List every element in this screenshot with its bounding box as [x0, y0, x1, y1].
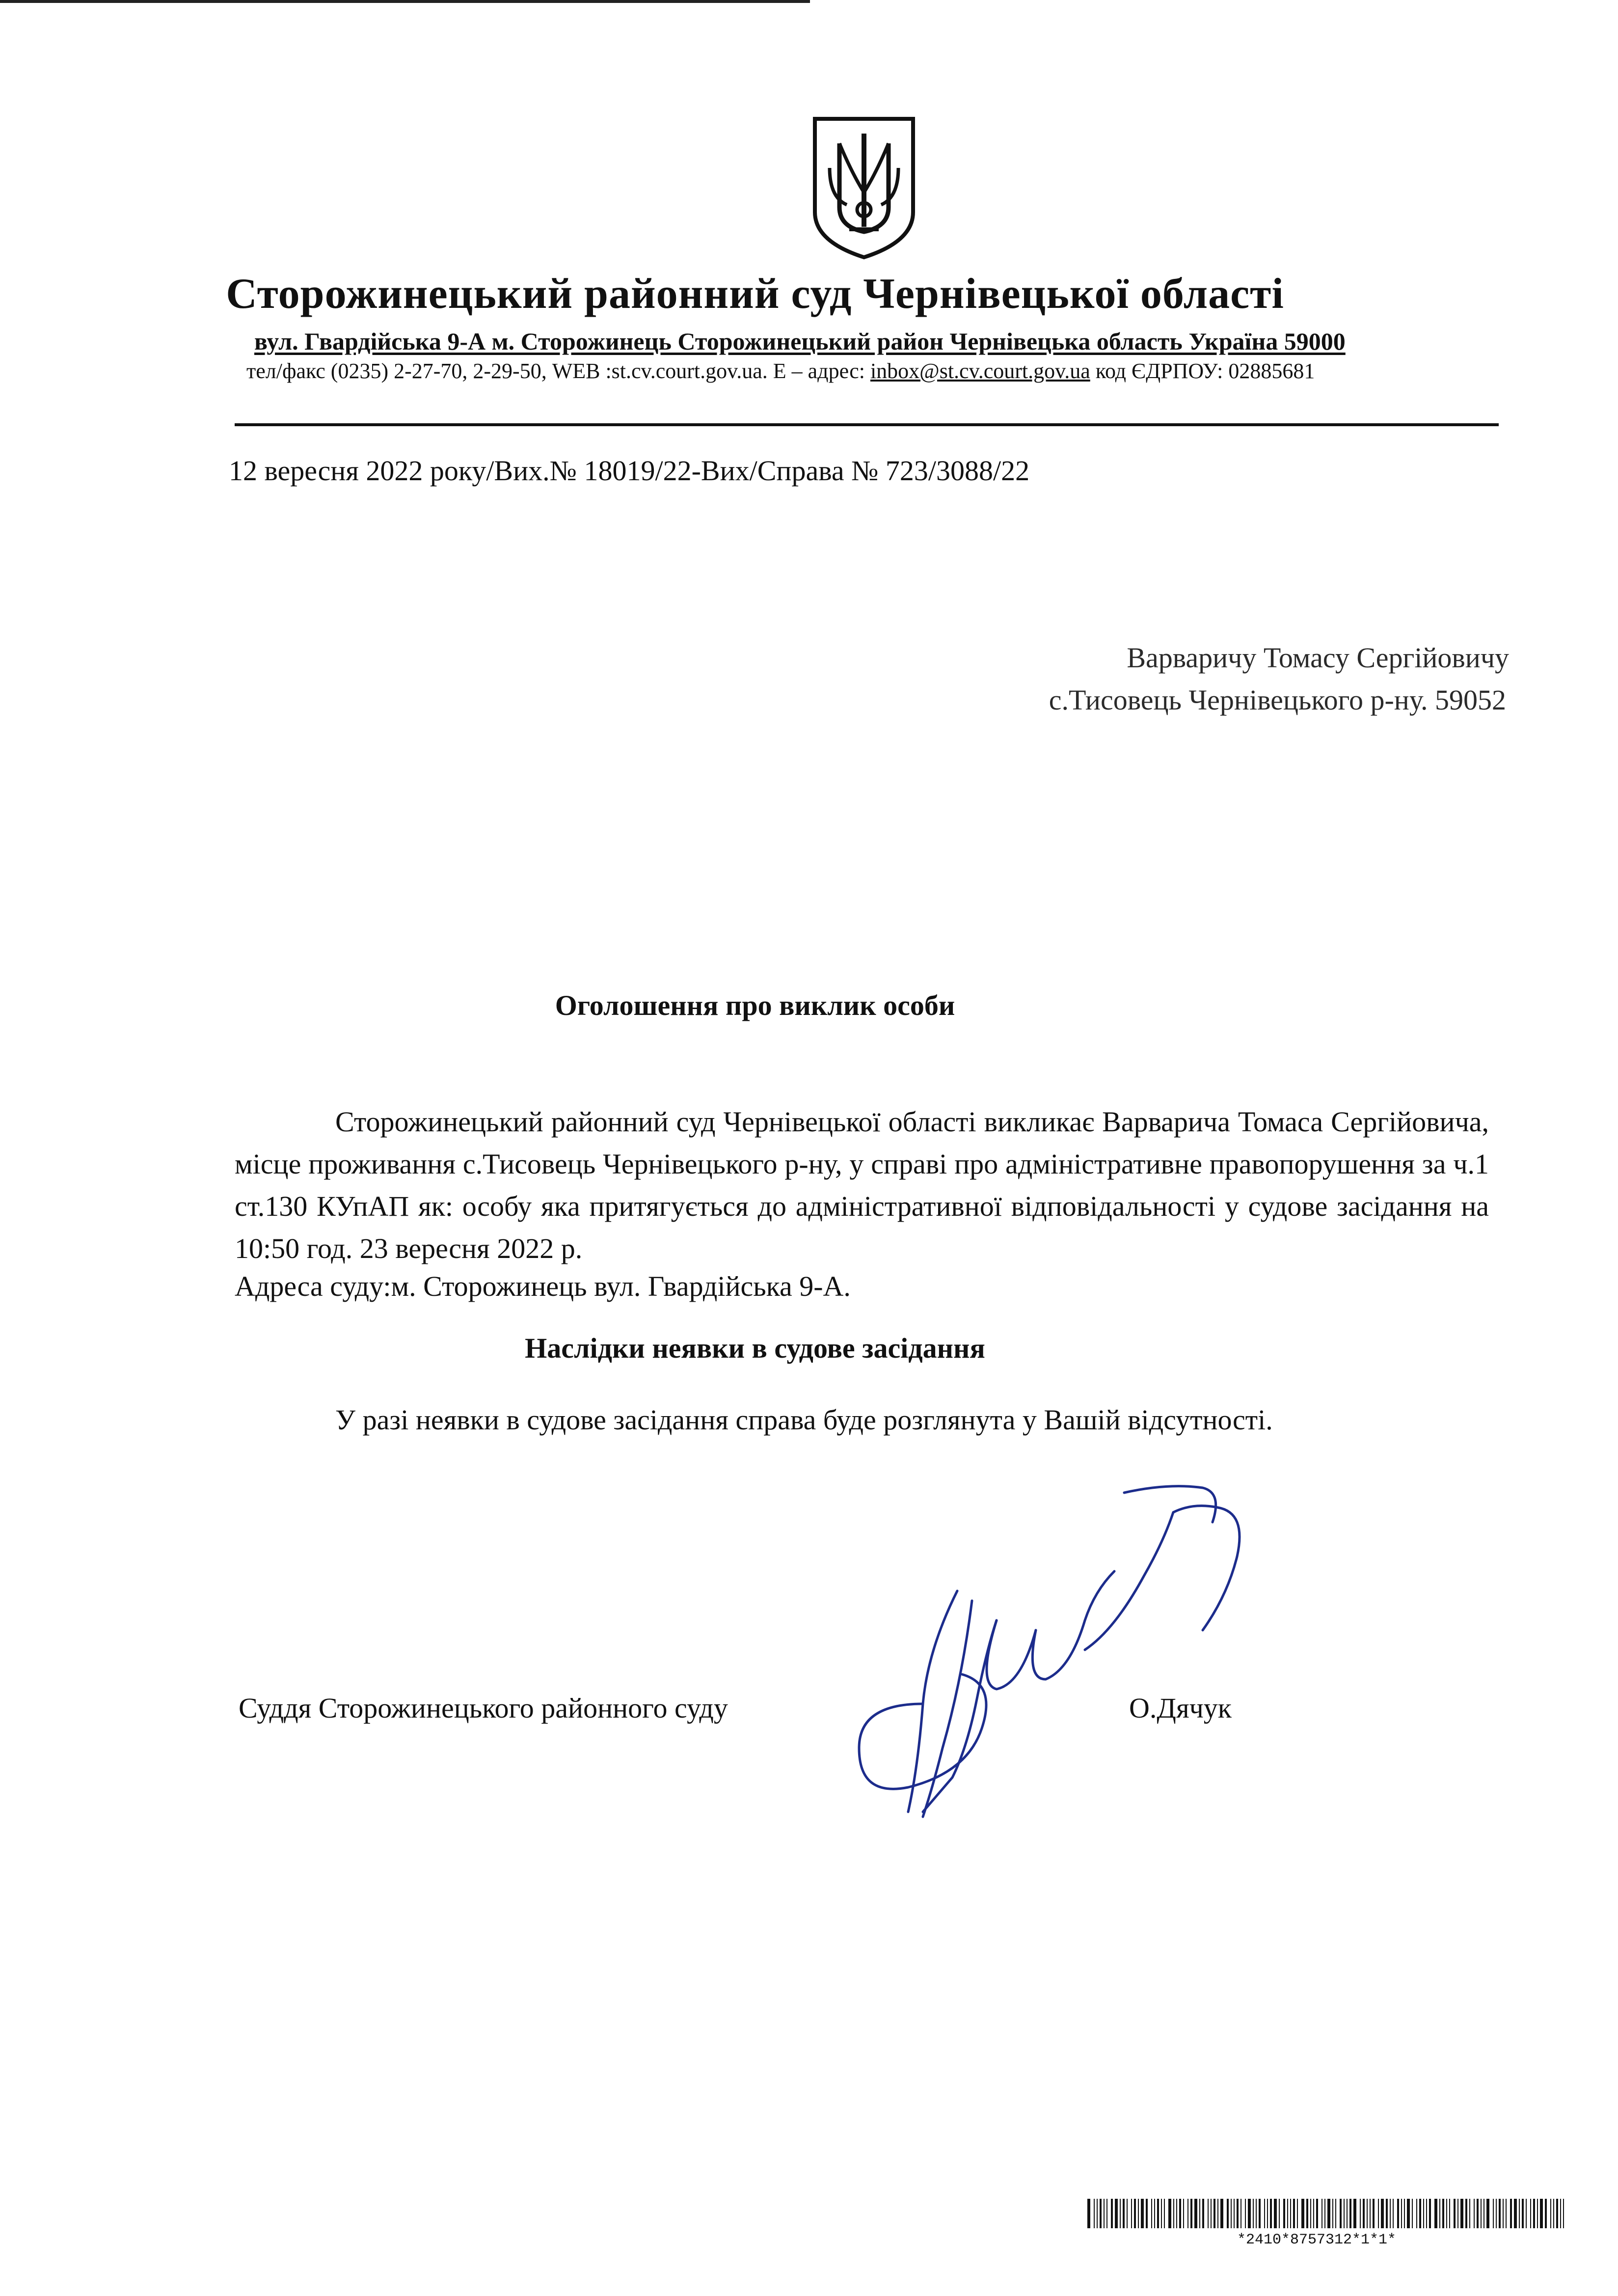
barcode-bar	[1519, 2199, 1520, 2228]
barcode-bar	[1264, 2199, 1265, 2228]
judge-name: О.Дячук	[1129, 1692, 1232, 1724]
barcode-bar	[1234, 2199, 1235, 2228]
judge-signature	[849, 1473, 1291, 1856]
barcode-bar	[1194, 2199, 1197, 2228]
barcode-bar	[1449, 2199, 1450, 2228]
consequences-text: У разі неявки в судове засідання справа буде розглянута у Вашій відсутності.	[335, 1404, 1273, 1436]
barcode-bar	[1301, 2199, 1304, 2228]
barcode-bar	[1138, 2199, 1139, 2228]
barcode-bar	[1208, 2199, 1209, 2228]
barcode-bar	[1310, 2199, 1311, 2228]
barcode-bar	[1550, 2199, 1551, 2228]
court-address-line: вул. Гвардійська 9-А м. Сторожинець Сторожинецький район Чернівецька область Україна 59000	[254, 328, 1346, 355]
barcode-bar	[1404, 2199, 1405, 2228]
scan-edge-mark	[0, 0, 810, 3]
barcode-bar	[1104, 2199, 1105, 2228]
court-name: Сторожинецький районний суд Чернівецької області	[226, 270, 1284, 318]
barcode-bar	[1290, 2199, 1291, 2228]
barcode-bar	[1259, 2199, 1261, 2228]
barcode-bar	[1087, 2199, 1090, 2228]
barcode-bar	[1360, 2199, 1361, 2228]
barcode-bar	[1217, 2199, 1218, 2228]
barcode-bar	[1131, 2199, 1132, 2228]
barcode-bar	[1106, 2199, 1107, 2228]
barcode-bar	[1426, 2199, 1427, 2228]
barcode-bar	[1469, 2199, 1470, 2228]
barcode-bar	[1279, 2199, 1280, 2228]
barcode-bar	[1397, 2199, 1399, 2228]
barcode-bar	[1287, 2199, 1288, 2228]
barcode-bar	[1227, 2199, 1229, 2228]
barcode-bar	[1457, 2199, 1458, 2228]
barcode-bar	[1199, 2199, 1200, 2228]
barcode-bar	[1283, 2199, 1285, 2228]
barcode-bar	[1211, 2199, 1212, 2228]
barcode-bar	[1434, 2199, 1437, 2228]
barcode-bar	[1439, 2199, 1440, 2228]
barcode-bar	[1214, 2199, 1215, 2228]
barcode-bar	[1321, 2199, 1322, 2228]
barcode-bar	[1253, 2199, 1254, 2228]
barcode-bar	[1183, 2199, 1184, 2228]
barcode-bar	[1560, 2199, 1561, 2228]
barcode-bar	[1386, 2199, 1388, 2228]
barcode-bar	[1367, 2199, 1368, 2228]
barcode-bar	[1522, 2199, 1524, 2228]
barcode-bar	[1141, 2199, 1144, 2228]
barcode-bar	[1115, 2199, 1118, 2228]
barcode-bar	[1540, 2199, 1543, 2228]
barcode-bar	[1373, 2199, 1375, 2228]
barcode-bar	[1510, 2199, 1512, 2228]
barcode-bar	[1168, 2199, 1171, 2228]
barcode-bar	[1332, 2199, 1333, 2228]
barcode-bar	[1416, 2199, 1417, 2228]
barcode-bar	[1173, 2199, 1174, 2228]
recipient-name: Варваричу Томасу Сергійовичу	[1127, 642, 1509, 674]
barcode-bar	[1157, 2199, 1159, 2228]
barcode-bar	[1423, 2199, 1424, 2228]
barcode-bar	[1486, 2199, 1489, 2228]
judge-title: Суддя Сторожинецького районного суду	[239, 1692, 728, 1724]
barcode-bar	[1313, 2199, 1314, 2228]
header-divider	[235, 423, 1499, 426]
notice-body: Сторожинецький районний суд Чернівецької області викликає Варварича Томаса Сергійовича, місце проживання с.Тисовець Чернівецького р-ну, у справі про адміністративне правопорушення за ч.1 ст.130 КУпАП як: особу яка притягується до адміністративної відповідальності у судове засідання на 10:50 год. 23 вересня 2022 р.	[235, 1106, 1489, 1264]
barcode-bar	[1537, 2199, 1538, 2228]
barcode-bar	[1563, 2199, 1564, 2228]
barcode-bar	[1202, 2199, 1204, 2228]
barcode-bar	[1465, 2199, 1467, 2228]
barcode-bar	[1454, 2199, 1456, 2228]
barcode-bar	[1378, 2199, 1379, 2228]
barcode-bar	[1245, 2199, 1246, 2228]
recipient-address: с.Тисовець Чернівецького р-ну. 59052	[1049, 684, 1506, 716]
barcode-bar	[1390, 2199, 1391, 2228]
coat-of-arms-icon	[810, 114, 918, 261]
barcode-bar	[1344, 2199, 1345, 2228]
barcode-bar	[1248, 2199, 1251, 2228]
barcode-bar	[1393, 2199, 1394, 2228]
barcode-number: *2410*8757312*1*1*	[1237, 2232, 1397, 2248]
notice-title: Оголошення про виклик особи	[555, 989, 955, 1021]
barcode-bar	[1381, 2199, 1384, 2228]
barcode-bar	[1340, 2199, 1342, 2228]
barcode-bar	[1460, 2199, 1463, 2228]
court-address-text: Адреса суду:м. Сторожинець вул. Гвардійська 9-А.	[235, 1270, 851, 1302]
barcode-bar	[1499, 2199, 1501, 2228]
barcode-bar	[1111, 2199, 1113, 2228]
barcode-bar	[1237, 2199, 1239, 2228]
barcode-bar	[1349, 2199, 1351, 2228]
barcode-bar	[1270, 2199, 1272, 2228]
barcode-bar	[1306, 2199, 1308, 2228]
barcode-bar	[1316, 2199, 1318, 2228]
barcode-bar	[1533, 2199, 1535, 2228]
barcode-bar	[1176, 2199, 1177, 2228]
barcode-bar	[1146, 2199, 1148, 2228]
barcode-bar	[1151, 2199, 1152, 2228]
barcode-bar	[1363, 2199, 1365, 2228]
barcode-bar	[1526, 2199, 1527, 2228]
barcode-bar	[1483, 2199, 1484, 2228]
barcode-bar	[1477, 2199, 1479, 2228]
barcode-bar	[1327, 2199, 1330, 2228]
barcode-bar	[1161, 2199, 1162, 2228]
barcode-bar	[1164, 2199, 1165, 2228]
barcode-bar	[1179, 2199, 1181, 2228]
barcode-bar	[1134, 2199, 1136, 2228]
barcode-bar	[1553, 2199, 1554, 2228]
barcode-bar	[1419, 2199, 1421, 2228]
outgoing-reference: 12 вересня 2022 року/Вих.№ 18019/22-Вих/Справа № 723/3088/22	[229, 455, 1030, 487]
barcode-bar	[1240, 2199, 1241, 2228]
barcode-bar	[1187, 2199, 1188, 2228]
consequences-title: Наслідки неявки в судове засідання	[525, 1332, 985, 1364]
barcode-bar	[1556, 2199, 1558, 2228]
barcode-bar	[1407, 2199, 1410, 2228]
barcode-bar	[1401, 2199, 1402, 2228]
barcode-bar	[1154, 2199, 1155, 2228]
barcode-bar	[1530, 2199, 1531, 2228]
barcode-bar	[1123, 2199, 1125, 2228]
barcode-bar	[1220, 2199, 1223, 2228]
barcode-bar	[1231, 2199, 1232, 2228]
barcode-bar	[1094, 2199, 1095, 2228]
barcode-bar	[1370, 2199, 1371, 2228]
barcode-bar	[1267, 2199, 1268, 2228]
barcode-bar	[1429, 2199, 1431, 2228]
barcode-bar	[1324, 2199, 1325, 2228]
barcode-bar	[1503, 2199, 1504, 2228]
barcode-bar	[1274, 2199, 1277, 2228]
barcode-bar	[1297, 2199, 1298, 2228]
barcode-bar	[1100, 2199, 1102, 2228]
barcode-bar	[1545, 2199, 1547, 2228]
barcode-bar	[1190, 2199, 1192, 2228]
barcode-bar	[1442, 2199, 1444, 2228]
barcode-bar	[1120, 2199, 1121, 2228]
document-barcode	[1087, 2199, 1568, 2228]
barcode-bar	[1412, 2199, 1413, 2228]
barcode-bar	[1514, 2199, 1517, 2228]
barcode-bar	[1127, 2199, 1128, 2228]
barcode-bar	[1506, 2199, 1507, 2228]
barcode-bar	[1293, 2199, 1295, 2228]
barcode-bar	[1353, 2199, 1356, 2228]
barcode-bar	[1446, 2199, 1447, 2228]
barcode-bar	[1474, 2199, 1475, 2228]
barcode-bar	[1335, 2199, 1336, 2228]
barcode-bar	[1496, 2199, 1497, 2228]
court-email-link[interactable]: inbox@st.cv.court.gov.ua	[870, 359, 1090, 383]
barcode-bar	[1347, 2199, 1348, 2228]
barcode-bar	[1493, 2199, 1494, 2228]
barcode-bar	[1097, 2199, 1098, 2228]
barcode-bar	[1256, 2199, 1257, 2228]
barcode-bar	[1481, 2199, 1482, 2228]
court-contacts-line: тел/факс (0235) 2-27-70, 2-29-50, WEB :st.cv.court.gov.ua. E – адрес: inbox@st.cv.court.gov.ua код ЄДРПОУ: 02885681	[246, 359, 1315, 383]
